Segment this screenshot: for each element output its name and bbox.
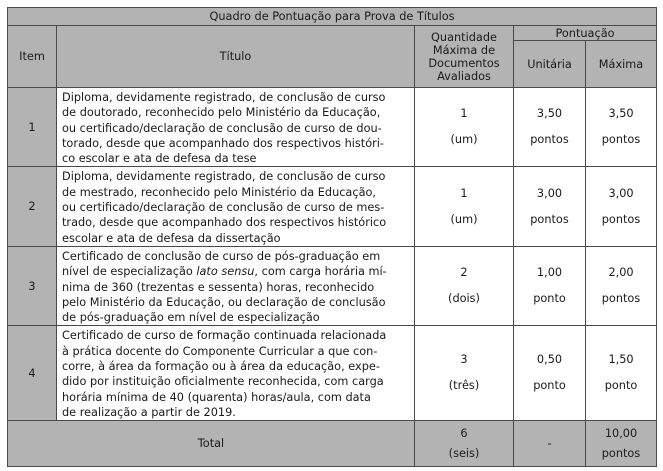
row-title: Diploma, devidamente registrado, de conclusão de curso de mestrado, reconhecido pelo Ministério da Educação, ou certificado/declaração de conclusão de curso de mes- trado, desde que acompanhado dos respectivos histórico escolar e ata de defesa da dissertação	[57, 167, 415, 246]
row-unit-score: 3,00 pontos	[514, 167, 586, 246]
row-quantity: 3 (três)	[415, 326, 514, 421]
row-unit-score: 0,50 ponto	[514, 326, 586, 421]
row-item-number: 4	[8, 326, 57, 421]
row-quantity: 1 (um)	[415, 88, 514, 167]
table-row	[8, 326, 657, 421]
header-quantidade-line: Documentos	[428, 56, 500, 70]
table-row	[8, 167, 657, 246]
header-quantidade-line: Máxima de	[432, 43, 496, 57]
row-title: Certificado de curso de formação continuada relacionada à prática docente do Componente Curricular a que con- corre, à área da formação ou à área da educação, expe- dido por instituição oficialmente reconhecida, com carga horária mínima de 40 (quarenta) horas/aula, com data de realização a partir de 2019.	[57, 326, 415, 421]
row-item-number: 3	[8, 246, 57, 325]
header-pontuacao: Pontuação	[514, 26, 657, 41]
table-row	[8, 246, 657, 325]
total-max-score: 10,00 pontos	[586, 421, 657, 467]
header-maxima: Máxima	[586, 41, 657, 88]
row-max-score: 2,00 pontos	[586, 246, 657, 325]
total-unit-score: -	[514, 421, 586, 467]
row-unit-score: 1,00 ponto	[514, 246, 586, 325]
row-max-score: 3,50 pontos	[586, 88, 657, 167]
row-max-score: 1,50 ponto	[586, 326, 657, 421]
row-item-number: 1	[8, 88, 57, 167]
header-unitaria: Unitária	[514, 41, 586, 88]
row-item-number: 2	[8, 167, 57, 246]
score-table	[7, 7, 657, 467]
table-row	[8, 88, 657, 167]
header-quantidade	[415, 26, 514, 88]
row-unit-score: 3,50 pontos	[514, 88, 586, 167]
latin-term: lato sensu	[196, 265, 255, 279]
total-quantity: 6 (seis)	[415, 421, 514, 467]
row-quantity: 2 (dois)	[415, 246, 514, 325]
row-quantity: 1 (um)	[415, 167, 514, 246]
row-title: Diploma, devidamente registrado, de conclusão de curso de doutorado, reconhecido pelo Ministério da Educação, ou certificado/declaração de conclusão de curso de dou- torado, desde que acompanhado dos respectivos históri- co escolar e ata de defesa da tese	[57, 88, 415, 167]
header-quantidade-line: Quantidade	[431, 30, 497, 44]
header-titulo: Título	[57, 26, 415, 88]
table-caption: Quadro de Pontuação para Prova de Títulos	[8, 8, 657, 26]
header-quantidade-line: Avaliados	[437, 69, 491, 83]
row-title: Certificado de conclusão de curso de pós-graduação em nível de especialização lato sensu, com carga horária mí- nima de 360 (trezentas e sessenta) horas, reconhecido pelo Ministério da Educação, ou declaração de conclusão de pós-graduação em nível de especialização	[57, 246, 415, 325]
row-max-score: 3,00 pontos	[586, 167, 657, 246]
total-label: Total	[8, 421, 415, 467]
header-item: Item	[8, 26, 57, 88]
total-row	[8, 421, 657, 467]
